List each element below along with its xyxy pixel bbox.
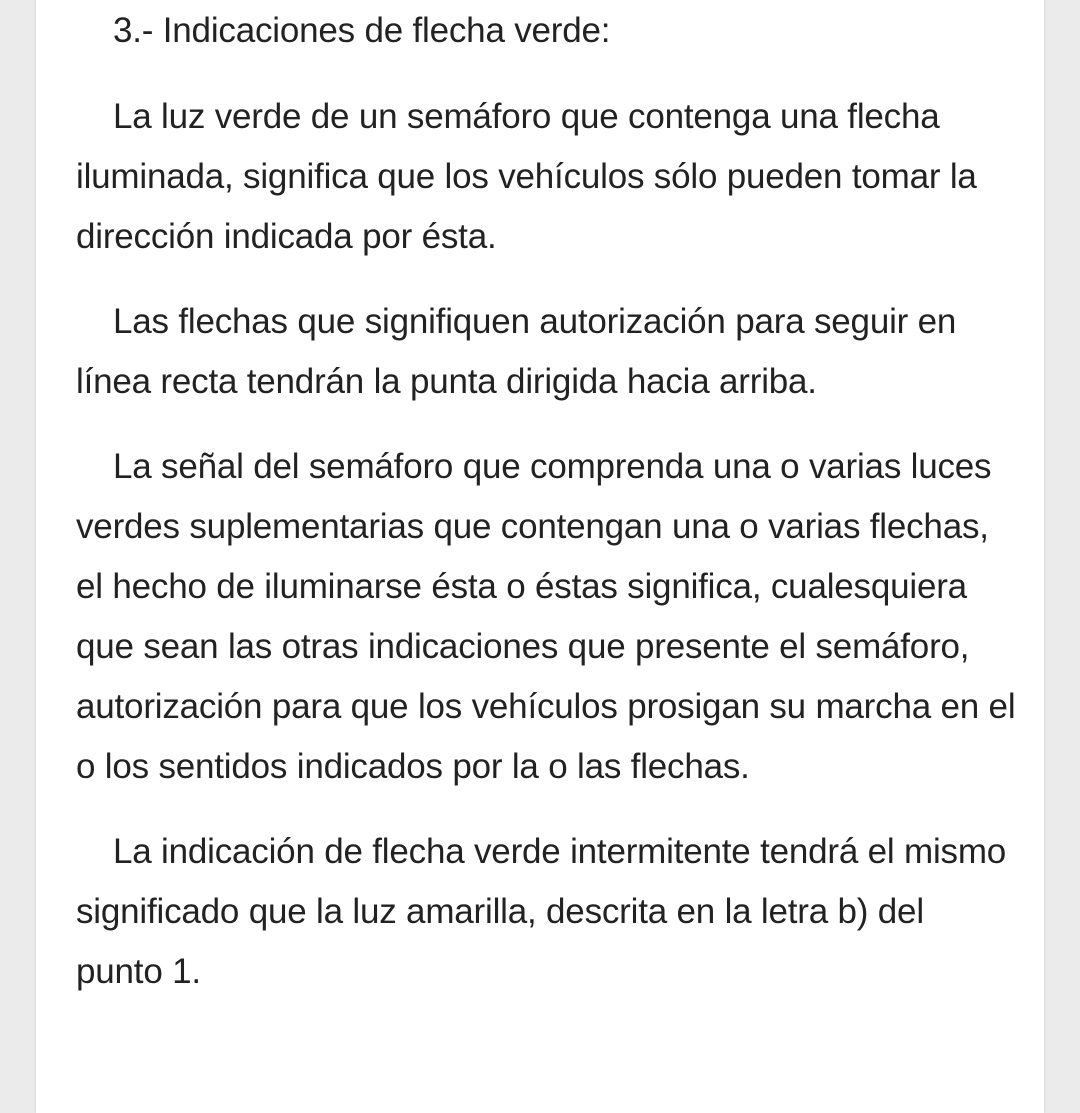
document-page	[36, 0, 1044, 1113]
document-content	[76, 0, 1016, 1002]
paragraph-supplementary-lights: La señal del semáforo que comprenda una o varias luces verdes suplementarias que contengan una o varias flechas, el hecho de iluminarse ésta o éstas significa, cualesquiera que sean las otras indicaciones que presente el semáforo, autorización para que los vehículos prosigan su marcha en el o los sentidos indicados por la o las flechas.	[76, 447, 1016, 786]
section-heading: 3.- Indicaciones de flecha verde:	[113, 11, 611, 50]
paragraph-green-arrow-meaning: La luz verde de un semáforo que contenga una flecha iluminada, significa que los vehículos sólo pueden tomar la dirección indicada por ésta.	[76, 97, 977, 256]
paragraph-flashing-arrow: La indicación de flecha verde intermitente tendrá el mismo significado que la luz amarilla, descrita en la letra b) del punto 1.	[76, 832, 1007, 991]
paragraph-straight-arrow: Las flechas que signifiquen autorización para seguir en línea recta tendrán la punta dirigida hacia arriba.	[76, 302, 957, 401]
